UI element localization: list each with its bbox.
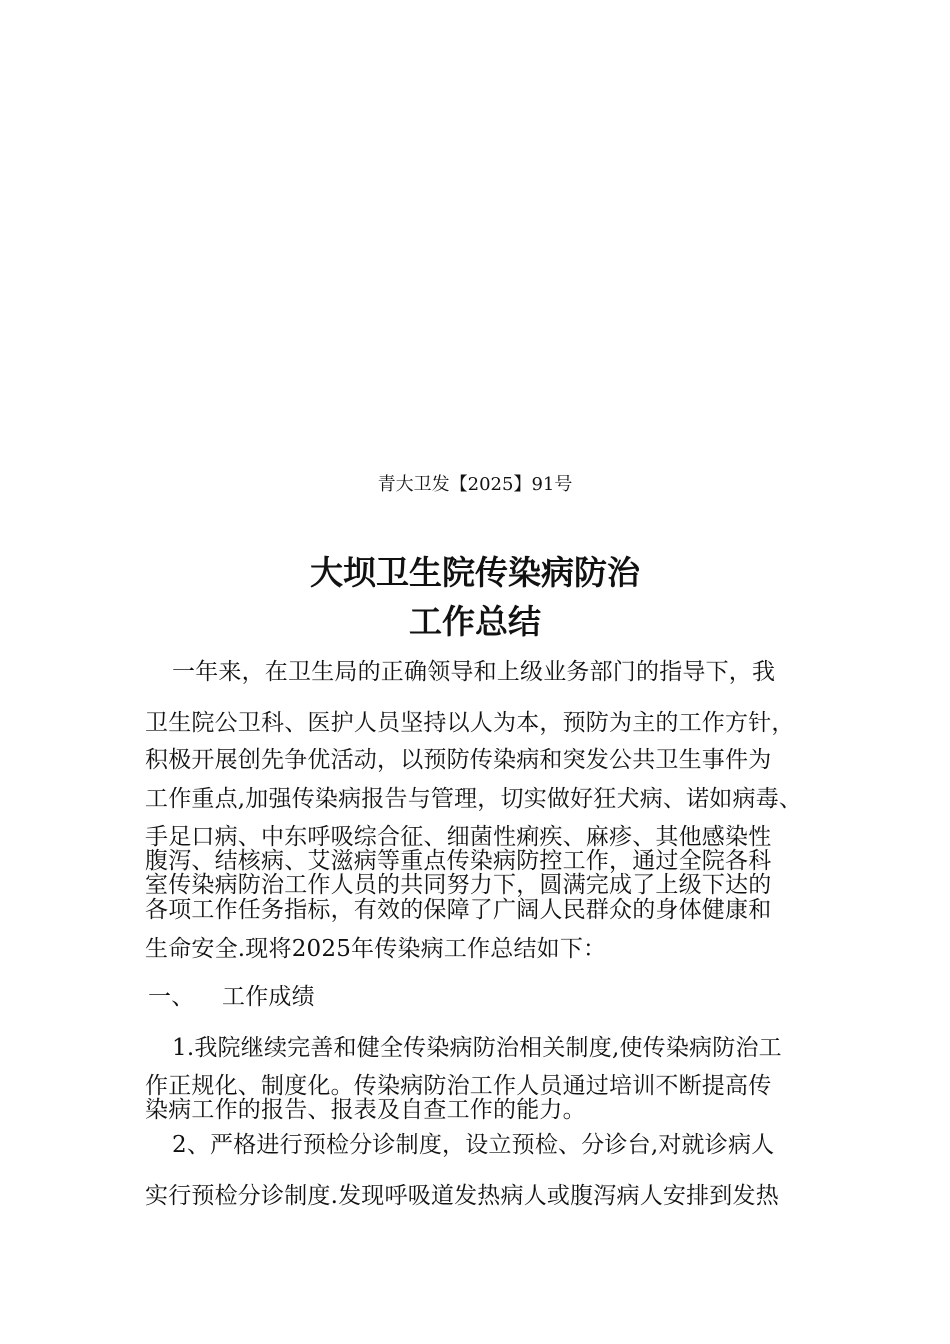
paragraph-line: 手足口病、中东呼吸综合征、细菌性痢疾、麻疹、其他感染性	[145, 824, 772, 850]
paragraph-line: 一年来，在卫生局的正确领导和上级业务部门的指导下，我	[172, 659, 776, 685]
paragraph-line: 腹泻、结核病、艾滋病等重点传染病防控工作，通过全院各科	[145, 848, 772, 874]
paragraph-line: 染病工作的报告、报表及自查工作的能力。	[145, 1097, 586, 1123]
paragraph-line: 工作重点,加强传染病报告与管理，切实做好狂犬病、诺如病毒、	[145, 786, 803, 812]
paragraph-line: 2、严格进行预检分诊制度，设立预检、分诊台,对就诊病人	[172, 1132, 775, 1158]
paragraph-line: 作正规化、制度化。传染病防治工作人员通过培训不断提高传	[145, 1073, 772, 1099]
document-number: 青大卫发【2025】91号	[377, 474, 573, 495]
paragraph-line: 实行预检分诊制度.发现呼吸道发热病人或腹泻病人安排到发热	[145, 1183, 779, 1209]
paragraph-line: 各项工作任务指标，有效的保障了广阔人民群众的身体健康和	[145, 897, 772, 923]
paragraph-line: 卫生院公卫科、医护人员坚持以人为本，预防为主的工作方针，	[145, 710, 795, 736]
paragraph-line: 积极开展创先争优活动，以预防传染病和突发公共卫生事件为	[145, 747, 772, 773]
paragraph-line: 生命安全.现将2025年传染病工作总结如下：	[145, 936, 607, 962]
section-number: 一、	[148, 984, 195, 1010]
section-title: 工作成绩	[222, 984, 315, 1010]
document-title-line-1: 大坝卫生院传染病防治	[310, 553, 640, 592]
paragraph-line: 1.我院继续完善和健全传染病防治相关制度,使传染病防治工	[172, 1035, 782, 1061]
paragraph-line: 室传染病防治工作人员的共同努力下，圆满完成了上级下达的	[145, 872, 772, 898]
document-title-line-2: 工作总结	[409, 602, 541, 641]
